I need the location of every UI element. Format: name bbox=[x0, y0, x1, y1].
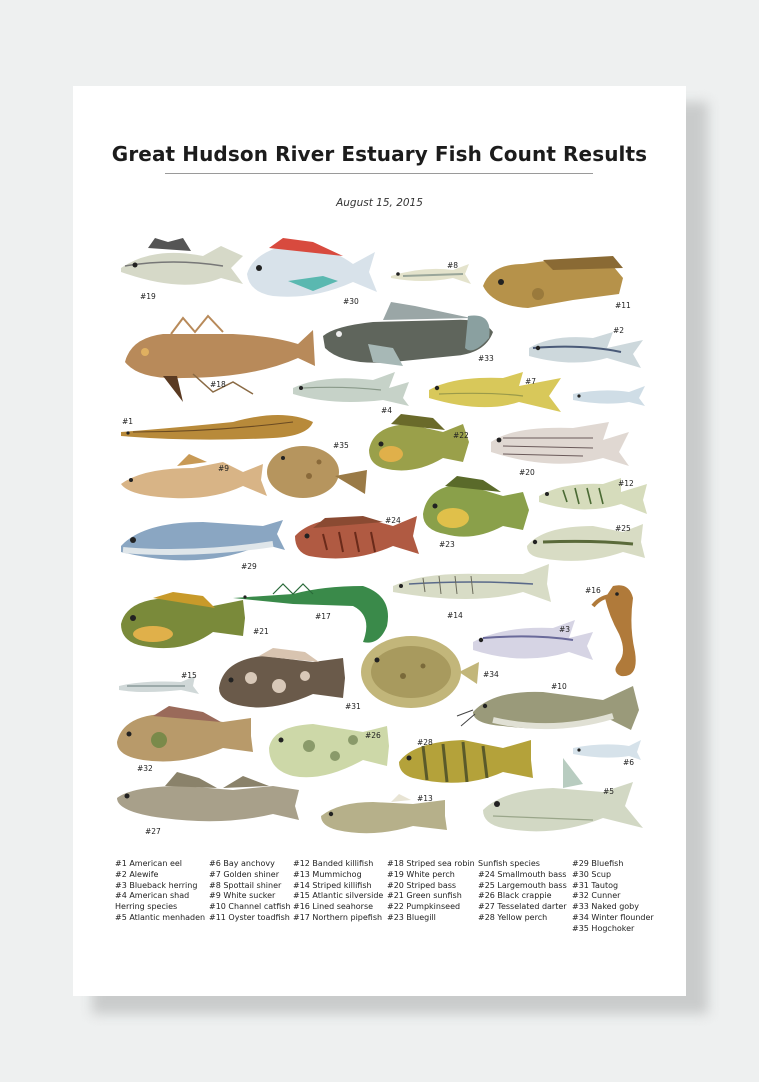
fish-19-white-perch bbox=[121, 238, 243, 285]
legend-item: #29 Bluefish bbox=[572, 859, 624, 868]
legend-item: #12 Banded killifish bbox=[293, 859, 374, 868]
fish-label-33: #33 bbox=[478, 354, 494, 363]
poster-title: Great Hudson River Estuary Fish Count Results bbox=[111, 142, 648, 166]
legend-item: Sunfish species bbox=[478, 859, 540, 868]
legend-item: #17 Northern pipefish bbox=[293, 912, 383, 922]
fish-1-american-eel bbox=[121, 415, 313, 440]
legend-column bbox=[293, 859, 383, 924]
fish-18-striped-sea-robin bbox=[125, 316, 315, 402]
legend-item: #15 Atlantic silverside bbox=[293, 891, 384, 901]
fish-6-bay-anchovy bbox=[573, 386, 645, 406]
legend-item: #19 White perch bbox=[387, 869, 455, 879]
fish-label-22: #22 bbox=[453, 431, 469, 440]
fish-label-29: #29 bbox=[241, 562, 257, 571]
fish-23-bluegill bbox=[423, 476, 529, 537]
legend-item: #5 Atlantic menhaden bbox=[115, 912, 206, 922]
poster bbox=[73, 86, 686, 996]
legend-column bbox=[115, 859, 205, 924]
fish-label-6: #6 bbox=[623, 758, 635, 767]
legend-item: #18 Striped sea robin bbox=[387, 859, 475, 868]
fish-10-channel-catfish bbox=[457, 686, 639, 730]
legend-item: #13 Mummichog bbox=[293, 869, 362, 879]
fish-label-2: #2 bbox=[613, 326, 625, 335]
fish-label-27: #27 bbox=[145, 827, 161, 836]
fish-label-30: #30 bbox=[343, 297, 359, 306]
legend-item: #16 Lined seahorse bbox=[293, 902, 374, 912]
fish-label-25: #25 bbox=[615, 524, 631, 533]
legend-column bbox=[478, 859, 567, 924]
fish-label-3: #3 bbox=[559, 625, 571, 634]
fish-label-18: #18 bbox=[210, 380, 226, 389]
fish-27-tesselated-darter bbox=[117, 772, 299, 821]
fish-label-26: #26 bbox=[365, 731, 381, 740]
fish-label-32: #32 bbox=[137, 764, 153, 773]
fish-22-pumpkinseed bbox=[369, 414, 469, 470]
legend-item: #28 Yellow perch bbox=[478, 912, 548, 922]
fish-label-34: #34 bbox=[483, 670, 499, 679]
species-legend bbox=[115, 859, 675, 939]
legend-item: #25 Largemouth bass bbox=[478, 880, 567, 890]
fish-30-scup bbox=[247, 238, 377, 297]
fish-label-28: #28 bbox=[417, 738, 433, 747]
legend-item: #35 Hogchoker bbox=[572, 923, 635, 933]
fish-35-hogchoker bbox=[267, 446, 367, 498]
fish-label-13: #13 bbox=[417, 794, 433, 803]
fish-label-10: #10 bbox=[551, 682, 567, 691]
legend-item: #3 Blueback herring bbox=[115, 880, 198, 890]
legend-item: #2 Alewife bbox=[115, 869, 159, 879]
fish-7-golden-shiner bbox=[429, 372, 561, 412]
fish-34-winter-flounder bbox=[361, 636, 479, 708]
legend-item: #27 Tesselated darter bbox=[478, 902, 567, 912]
fish-label-8: #8 bbox=[447, 261, 459, 270]
legend-item: #6 Bay anchovy bbox=[209, 859, 275, 868]
fish-32-cunner bbox=[117, 706, 253, 762]
legend-item: #10 Channel catfish bbox=[209, 902, 291, 912]
legend-item: #24 Smallmouth bass bbox=[478, 869, 567, 879]
fish-29-bluefish bbox=[121, 520, 285, 560]
legend-item: #30 Scup bbox=[572, 869, 612, 879]
legend-item: #32 Cunner bbox=[572, 891, 621, 901]
fish-label-23: #23 bbox=[439, 540, 455, 549]
fish-3-blueback-herring bbox=[473, 620, 593, 660]
fish-9-white-sucker bbox=[121, 454, 267, 498]
fish-21-green-sunfish bbox=[121, 592, 245, 648]
legend-item: #26 Black crappie bbox=[478, 891, 552, 901]
legend-item: #22 Pumpkinseed bbox=[387, 902, 461, 912]
fish-8-spottail-shiner bbox=[391, 264, 471, 284]
legend-item: #21 Green sunfish bbox=[387, 891, 462, 901]
fish-14-striped-killifish bbox=[393, 564, 551, 602]
legend-item: #14 Striped killifish bbox=[293, 880, 372, 890]
legend-item: #4 American shad bbox=[115, 891, 190, 901]
fish-label-1: #1 bbox=[122, 417, 134, 426]
legend-item: #7 Golden shiner bbox=[209, 869, 280, 879]
fish-label-21: #21 bbox=[253, 627, 269, 636]
legend-item: #1 American eel bbox=[115, 859, 183, 868]
legend-item: #31 Tautog bbox=[572, 880, 619, 890]
legend-column bbox=[572, 859, 654, 935]
fish-label-17: #17 bbox=[315, 612, 331, 621]
fish-label-24: #24 bbox=[385, 516, 401, 525]
fish-label-7: #7 bbox=[525, 377, 537, 386]
fish-11-oyster-toadfish bbox=[483, 256, 623, 308]
fish-label-9: #9 bbox=[218, 464, 230, 473]
fish-label-15: #15 bbox=[181, 671, 197, 680]
legend-item: #11 Oyster toadfish bbox=[209, 912, 290, 922]
fish-label-20: #20 bbox=[519, 468, 535, 477]
legend-item: #9 White sucker bbox=[209, 891, 276, 901]
fish-6b-small-fish bbox=[573, 740, 641, 760]
fish-33-naked-goby bbox=[323, 302, 493, 366]
fish-label-11: #11 bbox=[615, 301, 631, 310]
fish-16-lined-seahorse bbox=[593, 585, 636, 676]
fish-label-31: #31 bbox=[345, 702, 361, 711]
fish-label-16: #16 bbox=[585, 586, 601, 595]
legend-item: #23 Bluegill bbox=[387, 912, 436, 922]
fish-label-19: #19 bbox=[140, 292, 156, 301]
legend-item: #8 Spottail shiner bbox=[209, 880, 282, 890]
legend-item: Herring species bbox=[115, 902, 178, 912]
fish-label-14: #14 bbox=[447, 611, 463, 620]
legend-column bbox=[209, 859, 291, 924]
legend-item: #20 Striped bass bbox=[387, 880, 457, 890]
fish-label-4: #4 bbox=[381, 406, 393, 415]
poster-date: August 15, 2015 bbox=[336, 197, 423, 209]
fish-label-12: #12 bbox=[618, 479, 634, 488]
fish-label-5: #5 bbox=[603, 787, 615, 796]
fish-31-tautog bbox=[219, 648, 345, 708]
fish-label-35: #35 bbox=[333, 441, 349, 450]
fish-2-alewife bbox=[529, 332, 643, 368]
fish-4-american-shad bbox=[293, 372, 409, 406]
legend-column bbox=[387, 859, 475, 924]
fish-20-striped-bass bbox=[491, 422, 629, 466]
legend-item: #34 Winter flounder bbox=[572, 912, 654, 922]
legend-item: #33 Naked goby bbox=[572, 902, 639, 912]
